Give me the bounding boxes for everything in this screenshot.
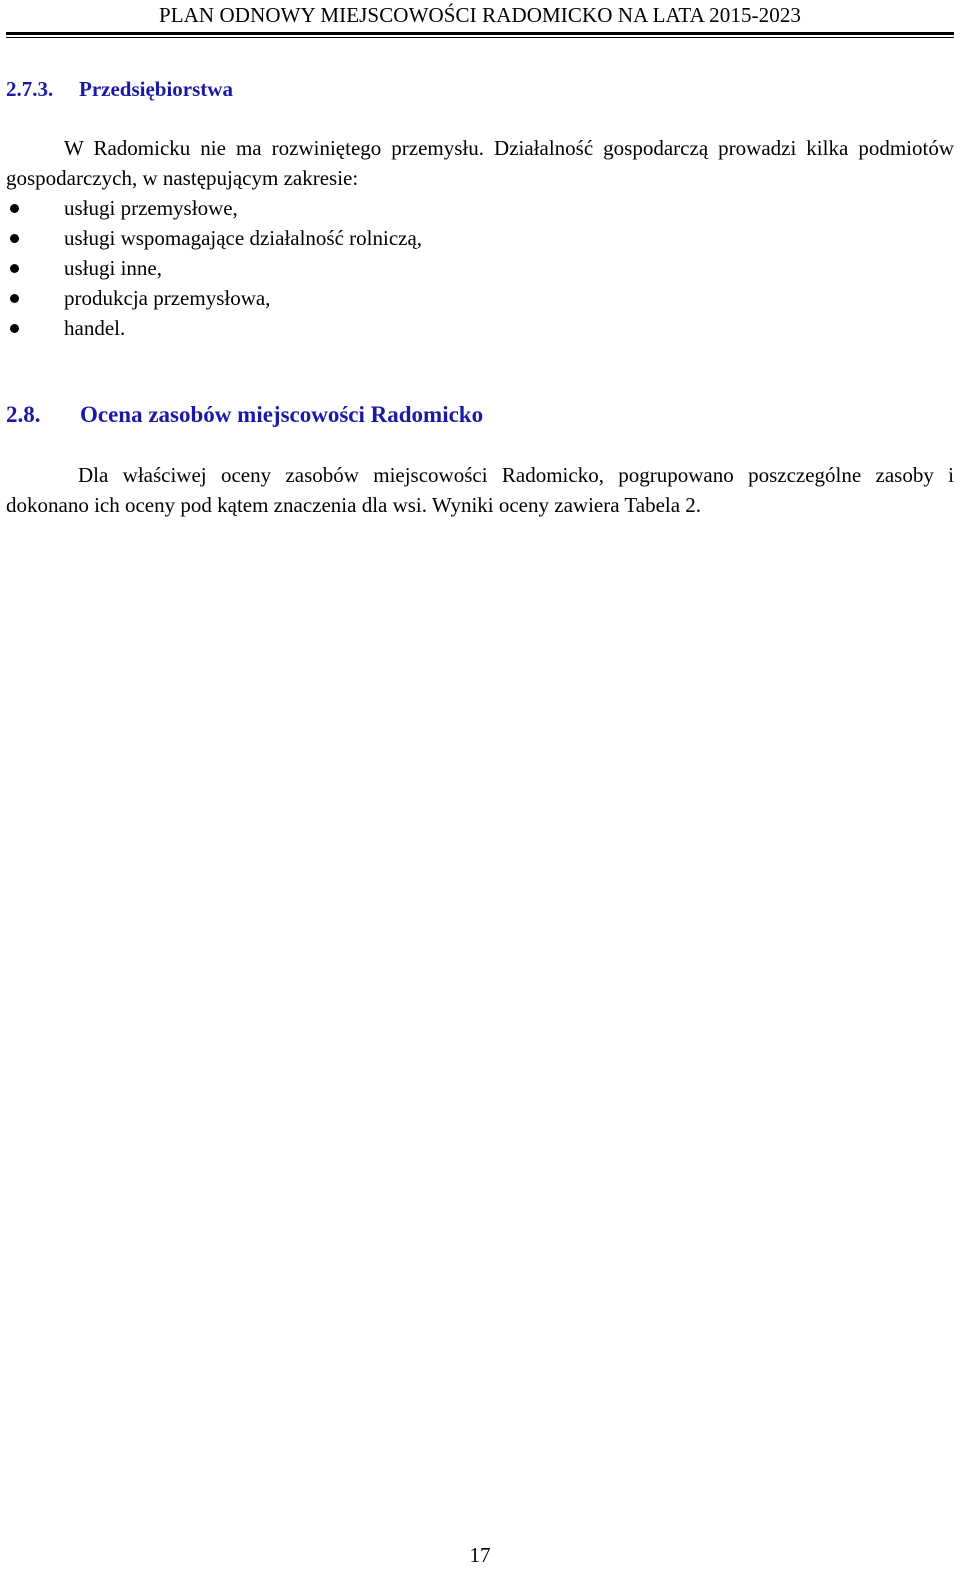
bullet-icon	[10, 324, 19, 333]
list-item-text: usługi wspomagające działalność rolniczą,	[64, 226, 423, 250]
section-title: Ocena zasobów miejscowości Radomicko	[80, 402, 484, 427]
section-number: 2.7.3.	[6, 77, 54, 101]
activity-list	[6, 193, 422, 343]
section-number: 2.8.	[6, 402, 41, 427]
list-item-text: usługi przemysłowe,	[64, 196, 238, 220]
list-item	[6, 193, 422, 223]
header-rule-thick	[6, 32, 954, 35]
page-number: 17	[469, 1543, 491, 1567]
list-item	[6, 223, 422, 253]
list-item	[6, 253, 422, 283]
bullet-icon	[10, 264, 19, 273]
bullet-icon	[10, 294, 19, 303]
list-item-text: usługi inne,	[64, 256, 162, 280]
list-item	[6, 283, 422, 313]
list-item-text: produkcja przemysłowa,	[64, 286, 271, 310]
list-item	[6, 313, 422, 343]
bullet-icon	[10, 204, 19, 213]
section-heading-2-7-3	[6, 76, 233, 102]
running-header: PLAN ODNOWY MIEJSCOWOŚCI RADOMICKO NA LATA 2015-2023	[158, 3, 802, 27]
section-title: Przedsiębiorstwa	[79, 77, 233, 101]
header-rule-thin	[6, 37, 954, 38]
list-item-text: handel.	[64, 316, 126, 340]
section-heading-2-8	[6, 401, 483, 429]
paragraph-enterprises: W Radomicku nie ma rozwiniętego przemysłu. Działalność gospodarczą prowadzi kilka podmiotów gospodarczych, w następującym zakresie:	[6, 136, 954, 190]
paragraph-resource-assessment: Dla właściwej oceny zasobów miejscowości Radomicko, pogrupowano poszczególne zasoby i dokonano ich oceny pod kątem znaczenia dla wsi. Wyniki oceny zawiera Tabela 2.	[6, 463, 954, 517]
bullet-icon	[10, 234, 19, 243]
